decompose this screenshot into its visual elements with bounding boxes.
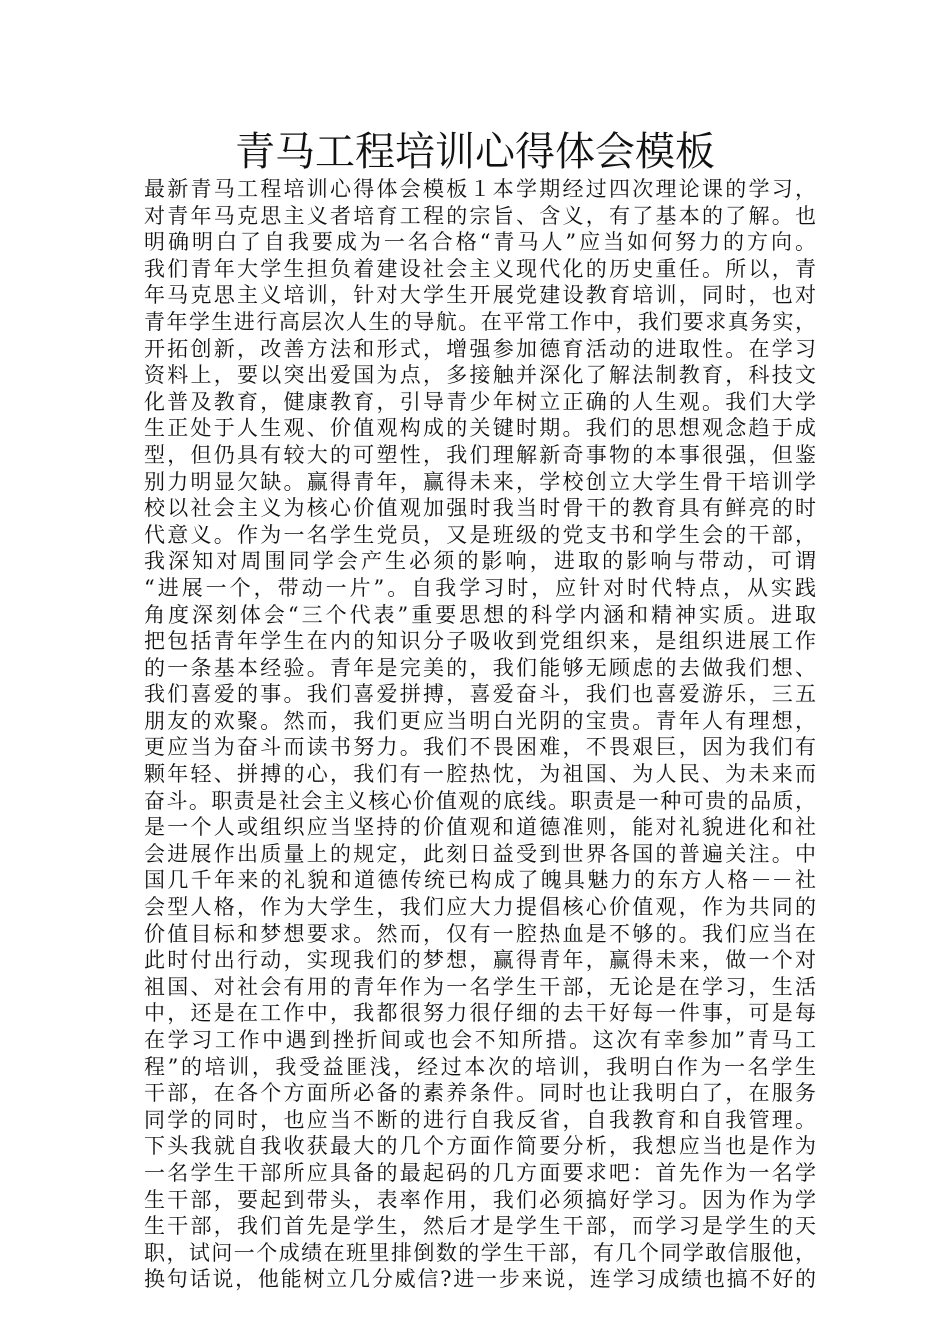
body-line: “进展一个，带动一片”。自我学习时，应针对时代特点，从实践 [144,575,816,600]
body-line: 换句话说，他能树立几分威信?进一步来说，连学习成绩也搞不好的 [144,1267,816,1292]
body-line: 此时付出行动，实现我们的梦想，赢得青年，赢得未来，做一个对 [144,948,816,973]
body-line: 资料上，要以突出爱国为点，多接触并深化了解法制教育，科技文 [144,363,816,388]
body-line: 生正处于人生观、价值观构成的关键时期。我们的思想观念趋于成 [144,416,816,441]
body-line: 我们青年大学生担负着建设社会主义现代化的历史重任。所以，青 [144,256,816,281]
body-line: 下头我就自我收获最大的几个方面作简要分析，我想应当也是作为 [144,1134,816,1159]
body-line: 最新青马工程培训心得体会模板１本学期经过四次理论课的学习， [144,177,816,201]
body-line: 朋友的欢聚。然而，我们更应当明白光阴的宝贵。青年人有理想， [144,708,816,733]
body-line: 校以社会主义为核心价值观加强时我当时骨干的教育具有鲜亮的时 [144,496,816,521]
body-line: 别力明显欠缺。赢得青年，赢得未来，学校创立大学生骨干培训学 [144,469,816,494]
body-line: 中，还是在工作中，我都很努力很仔细的去干好每一件事，可是每 [144,1001,816,1026]
body-line: 会进展作出质量上的规定，此刻日益受到世界各国的普遍关注。中 [144,841,816,866]
body-line: 生干部，我们首先是学生，然后才是学生干部，而学习是学生的天 [144,1214,816,1239]
body-line: 程”的培训，我受益匪浅，经过本次的培训，我明白作为一名学生 [144,1054,816,1079]
body-line: 开拓创新，改善方法和形式，增强参加德育活动的进取性。在学习 [144,336,816,361]
document-body [144,176,816,1293]
body-line: 颗年轻、拼搏的心，我们有一腔热忱，为祖国、为人民、为未来而 [144,762,816,787]
body-line: 明确明白了自我要成为一名合格“青马人”应当如何努力的方向。 [144,230,816,255]
body-line: 代意义。作为一名学生党员，又是班级的党支书和学生会的干部， [144,522,816,547]
body-line: 价值目标和梦想要求。然而，仅有一腔热血是不够的。我们应当在 [144,921,816,946]
body-line: 职，试问一个成绩在班里排倒数的学生干部，有几个同学敢信服他， [144,1240,816,1265]
body-line: 我深知对周围同学会产生必须的影响，进取的影响与带动，可谓 [144,549,816,574]
body-line: 国几千年来的礼貌和道德传统已构成了魄具魅力的东方人格－－社 [144,868,816,893]
body-line: 型，但仍具有较大的可塑性，我们理解新奇事物的本事很强，但鉴 [144,442,816,467]
document-title: 青马工程培训心得体会模板 [235,129,715,175]
body-line: 更应当为奋斗而读书努力。我们不畏困难，不畏艰巨，因为我们有 [144,735,816,760]
body-line: 年马克思主义培训，针对大学生开展党建设教育培训，同时，也对 [144,283,816,308]
body-line: 青年学生进行高层次人生的导航。在平常工作中，我们要求真务实， [144,309,816,334]
body-line: 对青年马克思主义者培育工程的宗旨、含义，有了基本的了解。也 [144,203,816,228]
body-line: 是一个人或组织应当坚持的价值观和道德准则，能对礼貌进化和社 [144,815,816,840]
body-line: 生干部，要起到带头，表率作用，我们必须搞好学习。因为作为学 [144,1187,816,1212]
body-line: 化普及教育，健康教育，引导青少年树立正确的人生观。我们大学 [144,389,816,414]
body-line: 的一条基本经验。青年是完美的，我们能够无顾虑的去做我们想、 [144,655,816,680]
body-line: 我们喜爱的事。我们喜爱拼搏，喜爱奋斗，我们也喜爱游乐，三五 [144,682,816,707]
body-line: 在学习工作中遇到挫折间或也会不知所措。这次有幸参加”青马工 [144,1028,816,1052]
body-line: 祖国、对社会有用的青年作为一名学生干部，无论是在学习，生活 [144,974,816,999]
body-line: 会型人格，作为大学生，我们应大力提倡核心价值观，作为共同的 [144,895,816,920]
body-line: 角度深刻体会“三个代表”重要思想的科学内涵和精神实质。进取 [144,602,816,627]
body-line: 把包括青年学生在内的知识分子吸收到党组织来，是组织进展工作 [144,629,816,654]
body-line: 干部，在各个方面所必备的素养条件。同时也让我明白了，在服务 [144,1081,816,1106]
body-line: 一名学生干部所应具备的最起码的几方面要求吧：首先作为一名学 [144,1160,816,1185]
body-line: 同学的同时，也应当不断的进行自我反省，自我教育和自我管理。 [144,1107,816,1132]
body-line: 奋斗。职责是社会主义核心价值观的底线。职责是一种可贵的品质， [144,788,816,813]
